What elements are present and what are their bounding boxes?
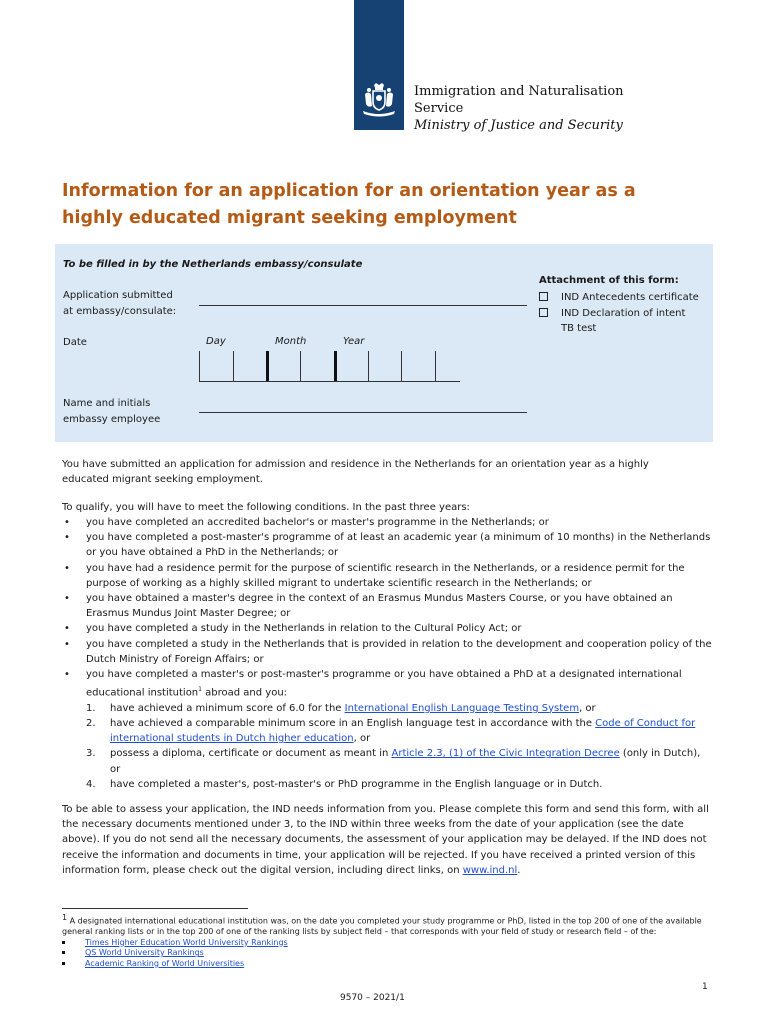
ranking-item (62, 959, 712, 970)
condition-item (62, 530, 712, 560)
bullet: • (64, 623, 70, 635)
intro-paragraph (62, 457, 712, 487)
bullet: • (64, 517, 70, 528)
form-code: 9570 – 2021/1 (340, 993, 405, 1003)
condition-item (62, 621, 712, 636)
date-separator (266, 351, 269, 381)
condition-item (62, 515, 712, 530)
ielts-link[interactable]: International English Language Testing System (344, 702, 580, 714)
month-label: Month (275, 336, 307, 347)
embassy-box-title: To be filled in by the Netherlands embassy/consulate (63, 259, 363, 270)
condition-item (62, 637, 712, 667)
date-field[interactable] (199, 352, 460, 382)
condition-text: you have completed an accredited bachelor's or master's programme in the Netherlands; or (86, 517, 549, 528)
footnote (62, 913, 712, 969)
square-bullet-icon (62, 951, 65, 954)
ind-website-link[interactable]: www.ind.nl (462, 864, 518, 876)
civic-integration-decree-link[interactable]: Article 2.3, (1) of the Civic Integration Decree (391, 748, 620, 760)
condition-item-international (62, 667, 712, 792)
date-label: Date (63, 337, 87, 348)
sub-condition (86, 716, 712, 746)
condition-text: you have completed a study in the Netherlands that is provided in relation to the development and cooperation policy of the Dutch Ministry of Foreign Affairs; or (86, 638, 712, 665)
assessment-end: . (517, 864, 521, 876)
condition-item (62, 591, 712, 621)
sub-text: , or (579, 702, 596, 714)
bullet: • (64, 669, 70, 681)
antecedents-checkbox[interactable] (539, 292, 548, 301)
date-tick (199, 351, 200, 381)
sub-number: 2. (86, 717, 96, 729)
bullet: • (64, 638, 70, 650)
attachment-label: IND Declaration of intent (561, 308, 686, 319)
date-tick (435, 351, 436, 381)
footnote-body: A designated international educational institution was, on the date you completed your study programme or PhD, listed in the top 200 of one of the available general ranking lists or in the top 200 of one of the ranking lists by subject field – that corresponds with your field of study or research field – of the: (62, 916, 702, 937)
times-higher-education-link[interactable]: Times Higher Education World University Rankings (85, 937, 288, 947)
sub-number: 4. (86, 778, 96, 790)
org-line-1: Immigration and Naturalisation (414, 84, 624, 99)
employee-label-line-1: Name and initials (63, 398, 151, 409)
sub-text: , or (353, 733, 371, 745)
date-tick (233, 351, 234, 381)
condition-item (62, 561, 712, 591)
sub-conditions-list (86, 701, 712, 792)
logo-bar (354, 0, 404, 130)
footnote-ref[interactable]: 1 (198, 686, 202, 694)
submitted-at-label (63, 288, 176, 320)
submitted-label-line-2: at embassy/consulate: (63, 306, 177, 317)
date-separator (334, 351, 337, 381)
sub-text: have achieved a comparable minimum score in an English language test in accordance with the (110, 717, 596, 729)
page-number: 1 (702, 982, 708, 992)
submitted-label-line-1: Application submitted (63, 290, 173, 301)
qs-rankings-link[interactable]: QS World University Rankings (85, 948, 204, 958)
employee-name-label (63, 396, 160, 428)
sub-text: have completed a master's, post-master's or PhD programme in the English language or in Dutch. (110, 778, 603, 790)
date-tick (368, 351, 369, 381)
condition-text: you have completed a master's or post-master's programme or you have obtained a PhD at a designated international educational institution (86, 669, 682, 699)
attachment-title: Attachment of this form: (539, 275, 679, 286)
intro-line-1: You have submitted an application for admission and residence in the Netherlands for an orientation year as a highly (62, 459, 649, 470)
employee-label-line-2: embassy employee (63, 414, 161, 425)
date-tick (300, 351, 301, 381)
condition-text: you have obtained a master's degree in the context of an Erasmus Mundus Masters Course, or you have obtained an Erasmus Mundus Joint Master Degree; or (86, 593, 673, 620)
bullet: • (64, 593, 70, 605)
organisation-name (414, 83, 624, 134)
sub-text: have achieved a minimum score of 6.0 for the (110, 702, 345, 714)
ranking-list (62, 938, 712, 970)
declaration-checkbox[interactable] (539, 308, 548, 317)
attachment-label: IND Antecedents certificate (561, 292, 699, 303)
title-line-1: Information for an application for an orientation year as a (62, 181, 636, 201)
ranking-item (62, 938, 712, 949)
code-of-conduct-link[interactable]: Code of Conduct for international students in Dutch higher education (110, 717, 696, 745)
ministry-name: Ministry of Justice and Security (414, 118, 623, 133)
sub-condition (86, 701, 712, 716)
square-bullet-icon (62, 962, 65, 965)
ranking-item (62, 948, 712, 959)
condition-text: you have had a residence permit for the purpose of scientific research in the Netherlands, or a residence permit for the purpose of working as a highly skilled migrant to undertake scientific research in the Netherlands; or (86, 562, 685, 589)
title-line-2: highly educated migrant seeking employment (62, 208, 517, 228)
condition-text: abroad and you: (201, 687, 288, 699)
footnote-divider (62, 908, 248, 909)
sub-condition (86, 777, 712, 792)
intro-line-2: educated migrant seeking employment. (62, 474, 263, 486)
condition-text: you have completed a study in the Netherlands in relation to the Cultural Policy Act; or (86, 623, 522, 635)
sub-condition (86, 746, 712, 776)
org-line-2: Service (414, 101, 464, 116)
square-bullet-icon (62, 941, 65, 944)
page-title (62, 178, 712, 232)
bullet: • (64, 562, 70, 574)
employee-name-field[interactable] (199, 412, 527, 413)
sub-text: possess a diploma, certificate or document as meant in (110, 748, 392, 760)
year-label: Year (343, 336, 365, 347)
bullet: • (64, 532, 70, 544)
coat-of-arms-icon (361, 82, 397, 118)
embassy-section (55, 244, 713, 442)
sub-number: 3. (86, 748, 96, 760)
sub-number: 1. (86, 702, 96, 714)
assessment-paragraph (62, 802, 712, 878)
embassy-consulate-field[interactable] (199, 305, 527, 306)
qualify-intro: To qualify, you will have to meet the following conditions. In the past three years: (62, 502, 470, 513)
conditions-list (62, 515, 712, 792)
academic-ranking-link[interactable]: Academic Ranking of World Universities (85, 958, 245, 968)
condition-text: you have completed a post-master's programme of at least an academic year (a minimum of 10 months) in the Netherlands or you have obtained a PhD in the Netherlands; or (86, 532, 711, 559)
day-label: Day (206, 336, 226, 347)
assessment-text: To be able to assess your application, the IND needs information from you. Please complete this form and send this form, with all the necessary documents mentioned under 3, to the IND within three weeks from the date of your application (see the date above). If you do not send all the necessary documents, the assessment of your application may be delayed. If the IND does not receive the information and documents in time, your application will be rejected. If you have received a printed version of this information form, please check out the digital version, including direct links, on (62, 804, 709, 876)
footnote-text (62, 913, 712, 938)
footnote-number: 1 (62, 913, 68, 922)
attachment-label: TB test (561, 323, 597, 334)
sub-text: (only in Dutch), or (110, 748, 701, 775)
date-tick (401, 351, 402, 381)
